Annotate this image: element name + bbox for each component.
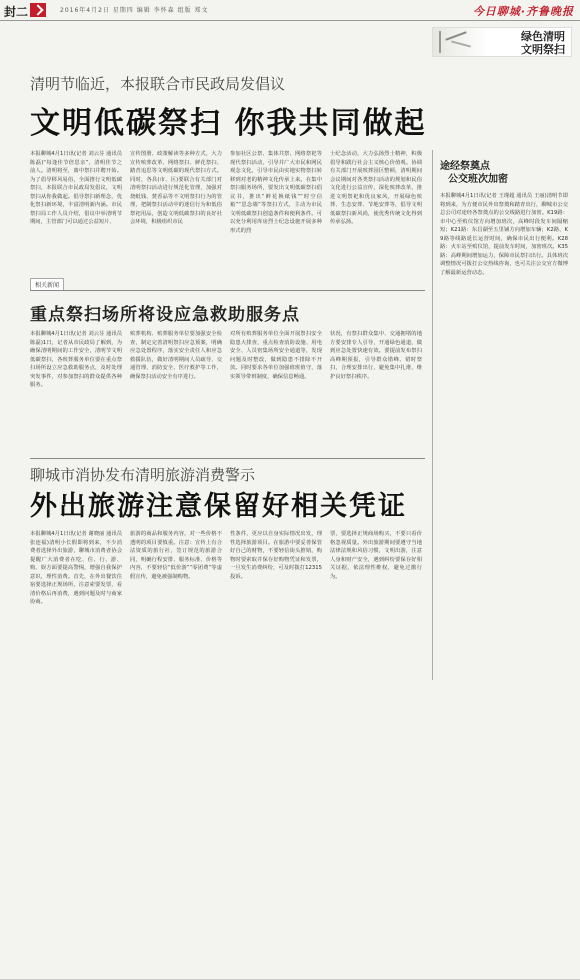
- story3-column-1: 本报聊城4月1日讯(记者 谢晓丽 通讯员 张连福)清明小长假即将到来，不少消费者选择外出旅游，聊城市消费者协会提醒广大消费者在吃、住、行、游、购、娱方面要提高警惕，增强自我保护意识，理性消费。首先，在外出餐饮住宿要选择正规场所，注意索要发票，看清价格后再消费，遇到问题及时与商家协商。: [30, 531, 122, 605]
- divider: [30, 458, 425, 459]
- story3-column-4: 票，要选择正规商场购买，不要只看价格忽视质量。外出旅游期间要遵守当地法律法规和风俗习惯，文明出游，注意人身和财产安全，遇到纠纷要保存好相关证据，依法理性维权，避免过激行为。: [330, 531, 422, 580]
- story2-column-1: 本报聊城4月1日讯(记者 刘云芬 通讯员 陈磊)1日，记者从市民政局了解到，为确保清明期间的工作安全，清明节文明低碳祭扫，各殡葬服务单位要在重点祭扫场所设立应急救助服务点，及时处理突发事件，对参加祭扫的群众提供各种服务。: [30, 331, 122, 388]
- story3-column-2: 旅游的商品和服务内容，对一些价格不透明的项目要慎重。注意：宣传上有合法资质的旅行社，签订规范的旅游合同，明确行程安排、服务标准、价格等内容，不要轻信“低价游”“零团费”等虚假宣传，避免被强制购物。: [130, 531, 222, 580]
- section-tag: [432, 27, 572, 57]
- masthead-logo: 今日聊城·齐鲁晚报: [472, 5, 574, 18]
- story1-column-2: 宣传图册、政策解读等多种方式，大力宣传殡葬改革、网络祭扫、鲜花祭扫、踏青追思等文明低碳的现代祭扫方式。同时，各县(市、区)要联合有关部门对清明祭扫活动进行规范化管理，加强对烧纸钱、焚香品等不文明祭扫行为的管理，把制祭扫活动中的迷信行为和低俗祭祀用品，创造文明低碳祭扫的良好社会环境，积极组织市民: [130, 151, 222, 225]
- section-tag-line-1: 绿色清明: [521, 30, 565, 43]
- page-header: [0, 0, 580, 21]
- story1-headline: 文明低碳祭扫 你我共同做起: [30, 106, 427, 141]
- column-divider: [432, 150, 433, 680]
- story2-column-3: 对所有殡葬服务单位全面开展祭扫安全隐患大排查，重点检查消防设施、用电安全、人员密集场所安全通道等，发现问题及时整改，做到隐患不排除不开放。同时要求各单位加强值班值守，落实领导带班制度，确保信息畅通。: [230, 331, 322, 380]
- page-arrow-icon: [30, 3, 46, 17]
- story1-column-1: 本报聊城4月1日讯(记者 刘云芬 通讯员 陈磊)“每逢佳节倍思亲”，清明佳节之前人。清明将至，离中祭扫并聘开始。为了倡导移风易俗，全面推行文明低碳祭扫，本报联合市民政局发倡议，文明祭扫从你我做起。倡导祭扫新理念，优化祭扫新环境，丰富清明新内涵。市民祭扫局工作人员介绍，倡议中举清明节期间，主管部门可以通过公益短片、: [30, 151, 122, 225]
- story3-headline: 外出旅游注意保留好相关凭证: [30, 491, 407, 522]
- ink-bamboo-icon: [439, 31, 481, 53]
- page-label: 封二: [4, 5, 29, 19]
- story1-kicker: 清明节临近，本报联合市民政局发倡议: [30, 75, 286, 93]
- story3-column-3: 性条件，更应以自身实际情况出发，理性选择旅游项目。在旅游中要妥善保管好自己的财物，不要轻信街头推销，购物时要索取并保存好购物凭证和发票，一旦发生消费纠纷，可及时拨打12315投诉。: [230, 531, 322, 580]
- right-column-title-line-1: 途经祭奠点: [440, 161, 490, 172]
- right-column-title-line-2: 公交班次加密: [448, 174, 508, 185]
- story2-column-4: 状况，有祭扫群众集中、交通拥堵的地方要安排专人引导，开通绿色通道，做到应急处置快速有效。要提前发布祭扫高峰期预报，引导群众错峰、错时祭扫，合理安排出行，避免集中扎堆，维护良好祭扫秩序。: [330, 331, 422, 380]
- story1-column-3: 参加社区公祭、集体共祭、网络祭祀等现代祭扫活动，引导并广大市民和网民观念文化，引导市民由实地实物祭扫转移到对老的精神文化传承上来。在集中祭扫服务场所，要发出文明低碳祭扫倡议书，推出“鲜花换纸钱”“时空信箱”“思念墙”等祭扫方式，主动为市民文明低碳祭扫创造条件和便利条件。可以充分利用库房烈士纪念设施开展多种形式的烈: [230, 151, 322, 234]
- right-column-title: [440, 160, 508, 186]
- story1-column-4: 士纪念活动，大力弘扬烈士精神，积极倡导和践行社会主义核心价值观。协调有关部门开展殡葬园区整顿，清明期间会议期间对各类祭扫活动的规划和民俗文化进行公益宣传，深化殡葬改革，推进文明祭祀和优良家风，开展绿色殡葬、生态安葬、节地安葬等，倡导文明低碳祭扫新风尚，使优秀传统文化得到传承弘扬。: [330, 151, 422, 225]
- divider: [30, 290, 425, 291]
- story3-kicker: 聊城市消协发布清明旅游消费警示: [30, 466, 256, 484]
- related-news-label: 相关新闻: [30, 278, 64, 291]
- right-column-body: 本报聊城4月1日讯(记者 王瑾超 通讯员 王丽)清明节即将到来，为方便市民外出祭奠和踏青出行，聊城市公交总公司对途经各祭奠点的公交线路进行加密。K19路：市中心至殡仪馆方向增加班次，高峰时段发车间隔缩短；K21路：东昌湖至五里铺方向增加车辆；K2路、K9路等线路延长运营时间，确保市民出行便利。K28路：火车站至殡仪馆，提前发车时间，加密班次。K35路：高峰期间增加运力，保障市民祭扫出行。具体班次调整情况可拨打公交热线咨询，也可关注公交官方微博了解最新运营动态。: [440, 193, 568, 276]
- section-tag-text: [521, 30, 565, 56]
- section-tag-line-2: 文明祭扫: [521, 43, 565, 56]
- story2-column-2: 殡葬机构、殡葬服务单位要加强安全检查，制定完善清明祭扫应急预案，明确应急处置程序，落实安全责任人和应急救援队伍，做好清明期间人员疏导、交通管理、消防安全、医疗救护等工作，确保祭扫活动安全有序进行。: [130, 331, 222, 380]
- story2-headline: 重点祭扫场所将设应急救助服务点: [30, 305, 300, 325]
- date-line: 2016年4月2日 星期四 编辑 李怀森 组版 郑文: [60, 7, 209, 14]
